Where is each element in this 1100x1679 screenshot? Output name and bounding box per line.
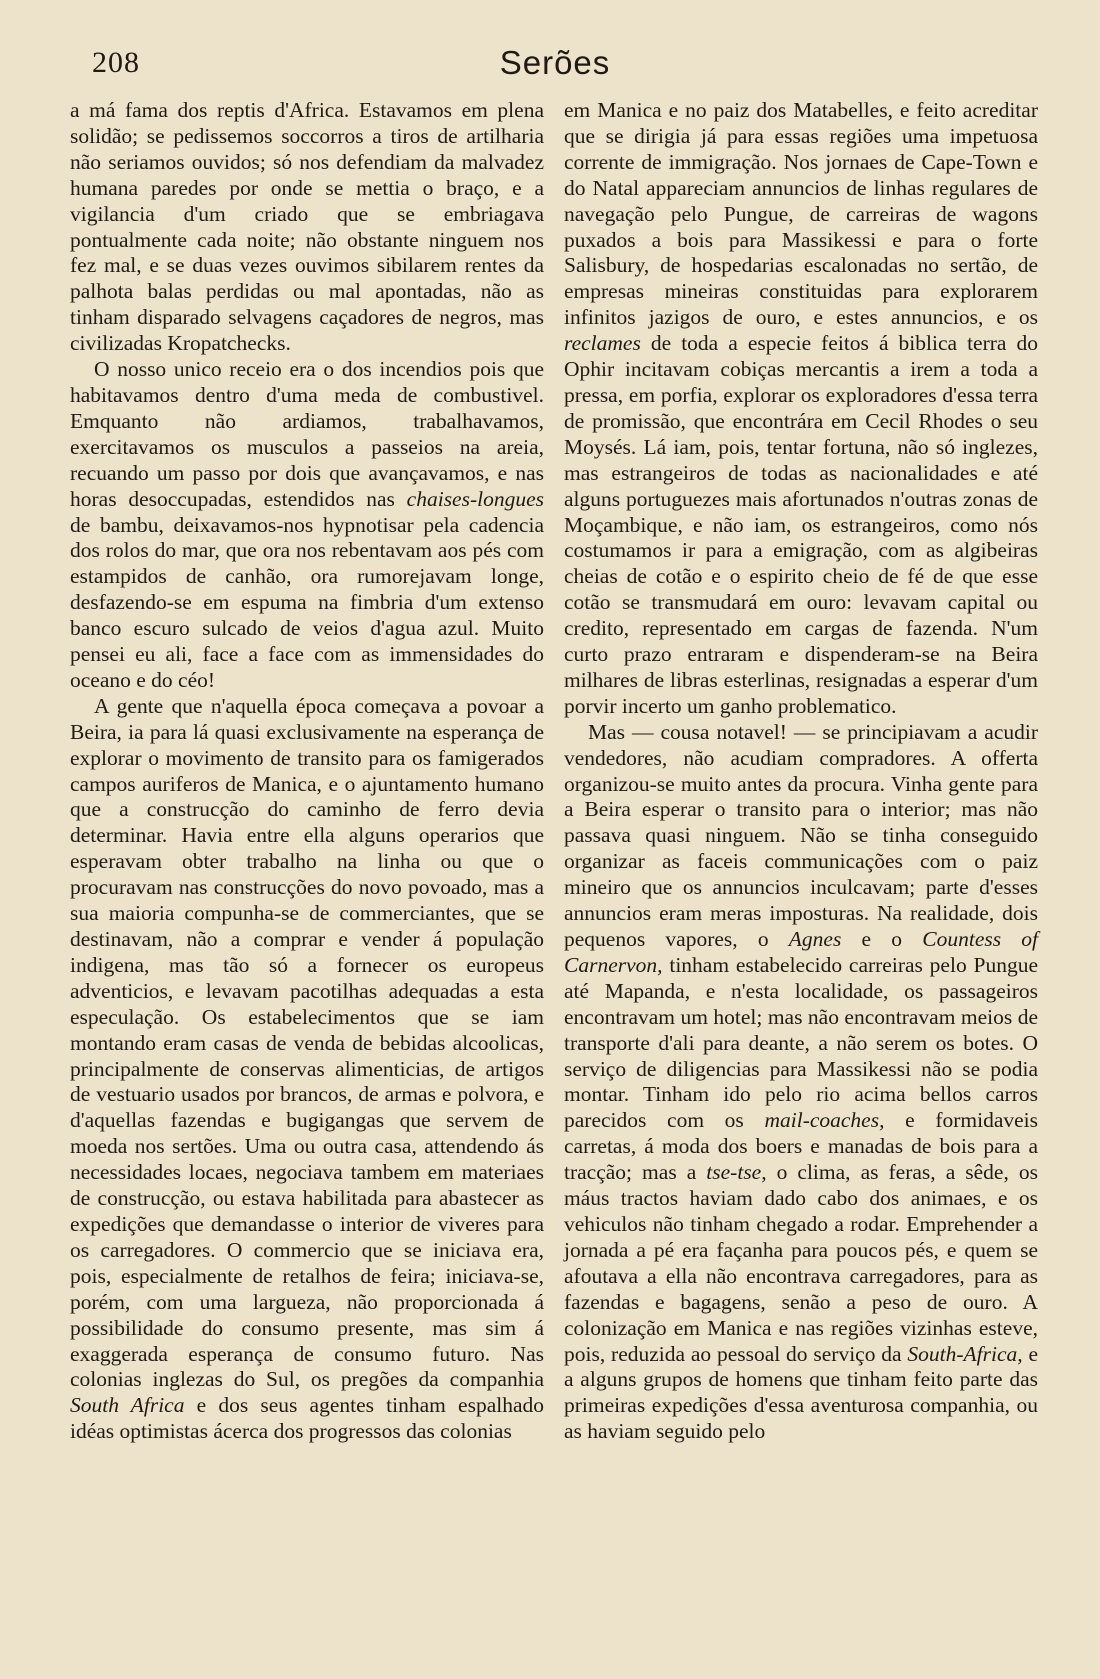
- italic-term: reclames: [564, 331, 641, 356]
- italic-term: mail-coaches,: [764, 1108, 885, 1133]
- italic-term: Countess of Carnervon,: [564, 927, 1039, 977]
- paragraph: [564, 720, 1038, 1445]
- paragraph-text: de bambu, deixavamos-nos hypnotisar pela cadencia dos rolos do mar, que ora nos rebentavam aos pés com estampidos de canhão, ora rumorejavam longe, desfazendo-se em espuma na fimbria d'um extenso banco escuro sulcado de veios d'agua azul. Muito pensei eu ali, face a face com as immensidades do oceano e do céo!: [70, 512, 544, 692]
- right-column: [564, 98, 1038, 1658]
- paragraph: [564, 98, 1038, 720]
- paragraph: [70, 357, 544, 694]
- paragraph-text: A gente que n'aquella época começava a povoar a Beira, ia para lá quasi exclusivamente na esperança de explorar o movimento de transito para os famigerados campos auriferos de Manica, e o ajuntamento humano que a construcção do caminho de ferro devia determinar. Havia entre ella alguns operarios que esperavam obter trabalho na linha ou que o procuravam nas construcções do novo povoado, mas a sua maioria compunha-se de commerciantes, que se destinavam, não a comprar e vender á população indigena, mas tão só a fornecer os europeus adventicios, e levavam pacotilhas adequadas a esta especulação. Os estabelecimentos que se iam montando eram casas de venda de bebidas alcoolicas, principalmente de conservas alimenticias, de artigos de vestuario usados por brancos, de armas e polvora, e d'aquellas fazendas e bugigangas que servem de moeda nos sertões. Uma ou outra casa, attendendo ás necessidades locaes, negociava tambem em materiaes de construcção, ou estava habilitada para abastecer as expedições que demandasse o interior de viveres para os carregadores. O commercio que se iniciava era, pois, especialmente de retalhos de feira; iniciava-se, porém, com uma largueza, não proporcionada á possibilidade do consumo presente, mas sim á exaggerada esperança de consumo futuro. Nas colonias inglezas do Sul, os pregões da companhia: [70, 693, 544, 1392]
- left-column: [70, 98, 544, 1658]
- paragraph-text: e o: [861, 927, 903, 951]
- paragraph-text: Mas — cousa notavel! — se principiavam a acudir vendedores, não acudiam compradores. A offerta organizou-se muito antes da procura. Vinha gente para a Beira esperar o transito para o interior; mas não passava quasi ninguem. Não se tinha conseguido organizar as faceis communicações com o paiz mineiro que os annuncios inculcavam; parte d'esses annuncios eram meras imposturas. Na realidade, dois pequenos vapores, o: [564, 719, 1038, 951]
- paragraph-text: e dos seus agentes tinham espalhado idéas optimistas ácerca dos progressos das colonias: [70, 1393, 544, 1444]
- paragraph-text: em Manica e no paiz dos Matabelles, e feito acreditar que se dirigia já para essas regiões uma impetuosa corrente de immigração. Nos jornaes de Cape-Town e do Natal appareciam annuncios de linhas regulares de navegação pelo Pungue, de carreiras de wagons puxados a bois para Massikessi e para o forte Salisbury, de hospedarias escalonadas no sertão, de empresas mineiras constituidas para explorarem infinitos jazigos de ouro, e estes annuncios, e os: [564, 98, 1038, 330]
- paragraph-text: o clima, as feras, a sêde, os máus tractos haviam dado cabo dos animaes, e os vehiculos não tinham chegado a rodar. Emprehender a jornada a pé era façanha para poucos pés, e quem se afoutava a ella não encontrava carregadores, para as fazendas e bagagens, senão a peso de ouro. A colonização em Manica e nas regiões vizinhas esteve, pois, reduzida ao pessoal do serviço da: [564, 1160, 1038, 1366]
- paragraph: [70, 98, 544, 357]
- paragraph-text: de toda a especie feitos á biblica terra do Ophir incitavam cobiças mercantis a irem a toda a pressa, em porfia, explorar os exploradores d'essa terra de promissão, que encontrára em Cecil Rhodes o seu Moysés. Lá iam, pois, tentar fortuna, não só inglezes, mas estrangeiros de todas as nacionalidades e até alguns portuguezes mais afortunados n'outras zonas de Moçambique, e não iam, os estrangeiros, como nós costumamos ir para a emigração, com as algibeiras cheias de cotão e o espirito cheio de fé de que esse cotão se transmudará em ouro: levavam capital ou credito, representado em cargas de fazenda. N'um curto prazo entraram e dispenderam-se na Beira milhares de libras esterlinas, resignadas a esperar d'um porvir incerto um ganho problematico.: [564, 331, 1038, 718]
- text-columns: [70, 98, 1038, 1658]
- page-header: [70, 40, 1040, 90]
- paragraph-text: O nosso unico receio era o dos incendios pois que habitavamos dentro d'uma meda de combustivel. Emquanto não ardiamos, trabalhavamos, exercitavamos os musculos a passeios na areia, recuando um passo por dois que avançavamos, e nas horas desoccupadas, estendidos nas: [70, 357, 544, 511]
- italic-term: South Africa: [70, 1393, 185, 1418]
- paragraph-text: a má fama dos reptis d'Africa. Estavamos em plena solidão; se pedissemos soccorros a tiros de artilharia não seriamos ouvidos; só nos defendiam da malvadez humana paredes por onde se mettia o braço, e a vigilancia d'um criado que se embriagava pontualmente cada noite; não obstante ninguem nos fez mal, e se duas vezes ouvimos sibilarem rentes da palhota balas perdidas ou mal apontadas, não as tinham disparado selvagens caçadores de negros, mas civilizadas Kropatchecks.: [70, 98, 544, 356]
- paragraph-text: tinham estabelecido carreiras pelo Pungue até Mapanda, e n'esta localidade, os passageiros encontravam um hotel; mas não encontravam meios de transporte d'ali para deante, a não serem os botes. O serviço de diligencias para Massikessi não se podia montar. Tinham ido pelo rio acima bellos carros parecidos com os: [564, 952, 1038, 1133]
- paragraph-text: e a alguns grupos de homens que tinham feito parte das primeiras expedições d'essa aventurosa companhia, ou as haviam seguido pelo: [564, 1341, 1038, 1444]
- page-number: 208: [92, 46, 140, 79]
- paragraph-text: e formidaveis carretas, á moda dos boers e manadas de bois para a tracção; mas a: [564, 1108, 1039, 1185]
- italic-term: chaises-longues: [406, 486, 545, 511]
- italic-term: Agnes: [788, 927, 842, 951]
- italic-term: tse-tse,: [706, 1160, 767, 1185]
- running-title: Serões: [499, 44, 611, 81]
- italic-term: South-Africa,: [907, 1341, 1023, 1366]
- paragraph: [70, 694, 544, 1445]
